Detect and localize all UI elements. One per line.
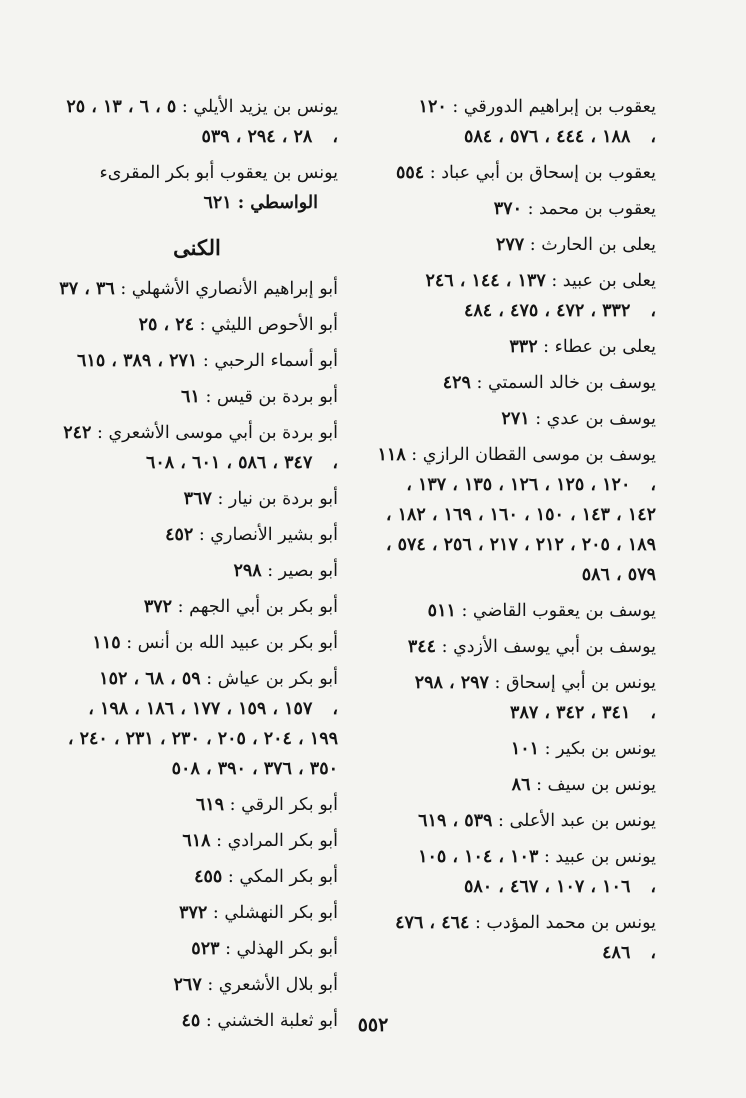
entry-page-refs-continued: ٣٤٧ ، ٥٨٦ ، ٦٠١ ، ٦٠٨: [146, 453, 313, 473]
entry-page-refs-continued: الواسطي : ٦٢١: [203, 193, 318, 213]
index-entry: [376, 92, 656, 152]
entry-name: يونس بن سيف :: [536, 775, 656, 795]
entry-page-refs: ٣٧٢: [143, 597, 173, 617]
index-entry: [376, 632, 656, 662]
entry-page-refs: ٦١: [181, 387, 200, 407]
entry-name: يعلى بن عبيد :: [551, 271, 656, 291]
entry-name: أبو بكر بن أبي الجهم :: [177, 597, 338, 617]
entry-name: أبو بكر الرقي :: [229, 795, 338, 815]
entry-page-refs: ٤٢٩: [442, 373, 471, 393]
entry-name: يوسف بن خالد السمتي :: [476, 373, 656, 393]
index-entry: [56, 556, 338, 586]
entry-page-refs: ٣٧٠: [493, 199, 522, 219]
index-entry: [56, 346, 338, 376]
entry-page-refs: ٣٦٧: [183, 489, 212, 509]
index-entry: [56, 862, 338, 892]
entry-page-refs: ٤٥٢: [165, 525, 194, 545]
entry-page-refs-continued: ٢٨ ، ٢٩٤ ، ٥٣٩: [201, 127, 313, 147]
index-entry: [56, 310, 338, 340]
entry-page-refs: ٤٦٤ ، ٤٧٦ ،: [395, 913, 656, 963]
index-entry: [376, 734, 656, 764]
entry-page-refs: ١٠٣ ، ١٠٤ ، ١٠٥ ،: [418, 847, 656, 897]
index-entry: [376, 440, 656, 590]
kuna-list: [56, 274, 338, 1036]
entry-name: يونس بن يزيد الأيلي :: [181, 97, 338, 117]
entry-name: أبو بكر المرادي :: [216, 831, 338, 851]
entry-page-refs-continued: ٤٨٦: [602, 943, 631, 963]
entry-page-refs: ٦١٨: [182, 831, 211, 851]
index-entry: [56, 592, 338, 622]
index-entry: [376, 266, 656, 326]
entry-name: يوسف بن أبي يوسف الأزدي :: [441, 637, 656, 657]
index-entry: [376, 770, 656, 800]
entry-page-refs: ٥٩ ، ٦٨ ، ١٥٢ ،: [99, 669, 338, 719]
entry-page-refs-continued: ١٠٦ ، ١٠٧ ، ٤٦٧ ، ٥٨٠: [464, 877, 631, 897]
entry-name: أبو بشير الأنصاري :: [198, 525, 338, 545]
entry-name: يونس بن يعقوب أبو بكر المقرىء: [99, 163, 338, 183]
entry-name: أبو بردة بن نيار :: [217, 489, 338, 509]
entry-page-refs: ٢٧١: [501, 409, 530, 429]
entry-name: يعلى بن عطاء :: [543, 337, 656, 357]
entry-page-refs: ١٣٧ ، ١٤٤ ، ٢٤٦ ،: [425, 271, 656, 321]
entry-name: يونس بن بكير :: [544, 739, 656, 759]
index-entry: [376, 404, 656, 434]
entry-name: يعقوب بن إبراهيم الدورقي :: [452, 97, 656, 117]
entry-page-refs-continued: ١٢٠ ، ١٢٥ ، ١٢٦ ، ١٣٥ ، ١٣٧ ، ١٤٢ ، ١٤٣ ، ١٥٠ ، ١٦٠ ، ١٦٩ ، ١٨٢ ، ١٨٩ ، ٢٠٥ ، ٢١٢ ، ٢١٧ ، ٢٥٦ ، ٥٧٤ ، ٥٧٩ ، ٥٨٦: [385, 475, 656, 585]
entry-page-refs: ٤٥٥: [194, 867, 223, 887]
entry-name: يونس بن عبيد :: [543, 847, 656, 867]
entry-name: أبو بصير :: [267, 561, 338, 581]
entry-page-refs: ٢٤ ، ٢٥: [138, 315, 195, 335]
right-column: [376, 92, 656, 974]
left-column-names: [56, 92, 338, 218]
entry-page-refs: ٣٤٤: [407, 637, 437, 657]
entry-name: أبو بكر المكي :: [227, 867, 338, 887]
index-entry: [376, 158, 656, 188]
index-entry: [376, 842, 656, 902]
entry-name: يونس بن أبي إسحاق :: [494, 673, 656, 693]
index-entry: [56, 520, 338, 550]
index-entry: [376, 194, 656, 224]
left-column: [56, 92, 338, 1042]
kuna-heading: الكنى: [173, 235, 221, 260]
entry-name: أبو أسماء الرحبي :: [202, 351, 338, 371]
entry-name: يوسف بن موسى القطان الرازي :: [411, 445, 656, 465]
index-entry: [376, 332, 656, 362]
entry-page-refs-continued: ٣٤١ ، ٣٤٢ ، ٣٨٧: [510, 703, 631, 723]
entry-name: يوسف بن يعقوب القاضي :: [461, 601, 656, 621]
index-entry: [56, 934, 338, 964]
index-entry: [56, 382, 338, 412]
entry-name: أبو إبراهيم الأنصاري الأشهلي :: [120, 279, 338, 299]
index-entry: [376, 368, 656, 398]
entry-name: أبو بلال الأشعري :: [207, 975, 338, 995]
entry-page-refs: ٢٧٧: [496, 235, 525, 255]
index-entry: [56, 826, 338, 856]
entry-page-refs-continued: ١٨٨ ، ٤٤٤ ، ٥٧٦ ، ٥٨٤: [464, 127, 631, 147]
index-entry: [56, 92, 338, 152]
index-entry: [56, 158, 338, 218]
entry-name: أبو ثعلبة الخشني :: [205, 1011, 338, 1031]
entry-name: أبو بردة بن أبي موسى الأشعري :: [96, 423, 338, 443]
entry-page-refs-continued: ٣٣٢ ، ٤٧٢ ، ٤٧٥ ، ٤٨٤: [464, 301, 631, 321]
entry-page-refs: ٥٢٣: [191, 939, 220, 959]
page-number: ٥٥٢: [357, 1014, 389, 1036]
entry-name: أبو بكر النهشلي :: [212, 903, 338, 923]
entry-page-refs: ٣٧٢: [179, 903, 208, 923]
entry-name: يعقوب بن محمد :: [527, 199, 656, 219]
index-entry: [56, 484, 338, 514]
index-entry: [56, 628, 338, 658]
index-entry: [56, 790, 338, 820]
index-entry: [376, 230, 656, 260]
entry-name: أبو بردة بن قيس :: [205, 387, 338, 407]
entry-page-refs: ٣٣٢: [509, 337, 538, 357]
entry-name: أبو بكر الهذلي :: [225, 939, 338, 959]
entry-name: أبو بكر بن عبيد الله بن أنس :: [126, 633, 338, 653]
entry-page-refs: ٨٦: [511, 775, 531, 795]
entry-page-refs: ٣٦ ، ٣٧: [59, 279, 115, 299]
entry-page-refs: ١١٨ ،: [377, 445, 656, 495]
entry-page-refs: ٢٦٧: [173, 975, 202, 995]
entry-page-refs: ٢٩٧ ، ٢٩٨ ،: [414, 673, 656, 723]
index-entry: [376, 596, 656, 626]
entry-name: أبو الأحوص الليثي :: [199, 315, 338, 335]
entry-name: يوسف بن عدي :: [535, 409, 656, 429]
entry-page-refs: ١٢٠ ،: [418, 97, 656, 147]
entry-page-refs: ٤٥: [181, 1011, 201, 1031]
entry-page-refs-continued: ١٥٧ ، ١٥٩ ، ١٧٧ ، ١٨٦ ، ١٩٨ ، ١٩٩ ، ٢٠٤ ، ٢٠٥ ، ٢٣٠ ، ٢٣١ ، ٢٤٠ ، ٣٥٠ ، ٣٧٦ ، ٣٩٠ ، ٥٠٨: [67, 699, 338, 779]
entry-page-refs: ٥١١: [427, 601, 456, 621]
entry-page-refs: ٦١٩: [195, 795, 225, 815]
index-entry: [376, 806, 656, 836]
entry-page-refs: ٥٥٤: [395, 163, 425, 183]
index-entry: [376, 908, 656, 968]
entry-page-refs: ٢٩٨: [233, 561, 262, 581]
index-entry: [56, 898, 338, 928]
entry-name: يونس بن محمد المؤدب :: [474, 913, 656, 933]
entry-name: يعقوب بن إسحاق بن أبي عباد :: [429, 163, 656, 183]
entry-page-refs: ٥٣٩ ، ٦١٩: [418, 811, 493, 831]
index-entry: [56, 418, 338, 478]
entry-name: يعلى بن الحارث :: [529, 235, 656, 255]
entry-name: يونس بن عبد الأعلى :: [497, 811, 656, 831]
entry-page-refs: ١١٥: [92, 633, 121, 653]
entry-name: أبو بكر بن عياش :: [206, 669, 338, 689]
entry-page-refs: ٢٤٢ ،: [63, 423, 338, 473]
entry-page-refs: ١٠١: [510, 739, 540, 759]
entry-page-refs: ٢٧١ ، ٣٨٩ ، ٦١٥: [77, 351, 198, 371]
index-entry: [56, 970, 338, 1000]
entry-page-refs: ٥ ، ٦ ، ١٣ ، ٢٥ ،: [66, 97, 338, 147]
index-entry: [56, 664, 338, 784]
index-entry: [376, 668, 656, 728]
index-entry: [56, 274, 338, 304]
